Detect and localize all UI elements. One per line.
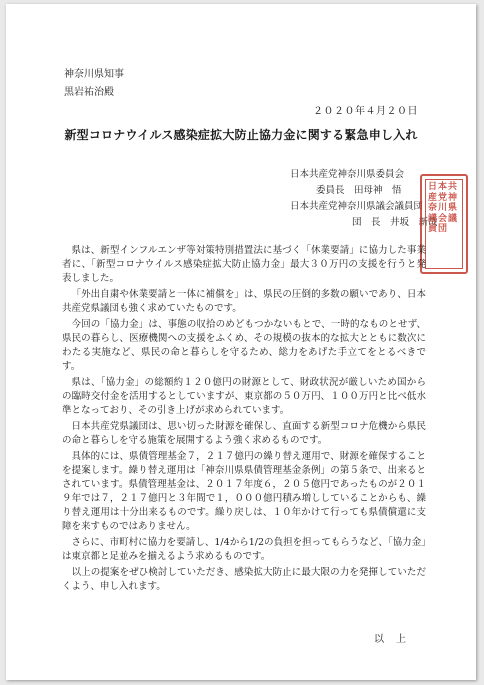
closing-mark: 以上 (374, 634, 418, 645)
paragraph: 具体的には、県債管理基金７，２１７億円の繰り替え運用で、財源を確保することを提案します。繰り替え運用は「神奈川県県債管理基金条例」の第５条で、出来るとされています。県債管理基金は、２０１７年度６，２０５億円であったものが２０１９年では７，２１７億円と３年間で１，０００億円積み増ししていることからも、繰り替え運用は十分出来るものです。繰り戻しは、１０年かけて行っても県債償還に支障を来すものではありません。 (62, 451, 426, 532)
paragraph: さらに、市町村に協力を要請し、1/4から1/2の負担を担ってもらうなど、「協力金」は東京都と足並みを揃えるよう求めるものです。 (62, 537, 426, 562)
paragraph: 以上の提案をぜひ検討していただき、感染拡大防止に最大限の力を発揮していただくよう、申し入れます。 (62, 567, 426, 592)
document-page (6, 4, 476, 680)
paragraph: 県は、新型インフルエンザ等対策特別措置法に基づく「休業要請」に協力した事業者に、「新型コロナウイルス感染症拡大防止協力金」最大３０万円の支援を行うと発表しました。 (62, 245, 426, 284)
sender-chair: 委員長 田母神 悟 (316, 185, 402, 196)
letter-body (62, 244, 426, 596)
recipient-name: 黒岩祐治殿 (64, 87, 114, 98)
document-title: 新型コロナウイルス感染症拡大防止協力金に関する緊急申し入れ (64, 128, 418, 142)
document-date: ２０２０年４月２０日 (313, 106, 418, 117)
sender-council-group: 日本共産党神奈川県議会議員団 (290, 201, 424, 212)
red-seal-stamp (420, 174, 468, 274)
sender-organization: 日本共産党神奈川県委員会 (290, 169, 405, 180)
paragraph: 今回の「協力金」は、事態の収拾のめどもつかないもとで、一時的なものとせず、県民の暮らし、医療機関への支援をふくめ、その規模の抜本的な拡大とともに数次にわたる実施など、県民の命と暮らしを守るため、総力をあげた手立てをとるべきです。 (62, 319, 426, 372)
sender-group-leader: 団 長 井坂 新哉 (352, 217, 438, 228)
paragraph: 県は、「協力金」の総額約１２０億円の財源として、財政状況が厳しいため国からの臨時交付金を活用するとしていますが、東京都の５０万円、１００万円と比べ低水準となっており、その引き上げが求められています。 (62, 377, 426, 416)
paragraph: 「外出自粛や休業要請と一体に補償を」は、県民の圧倒的多数の願いであり、日本共産党県議団も強く求めていたものです。 (62, 289, 426, 314)
seal-text: 日本共産党神奈川県議会議員団 (428, 182, 459, 234)
paragraph: 日本共産党県議団は、思い切った財源を確保し、直面する新型コロナ危機から県民の命と暮らしを守る施策を展開するよう強く求めるものです。 (62, 421, 426, 446)
recipient-title: 神奈川県知事 (64, 69, 124, 80)
